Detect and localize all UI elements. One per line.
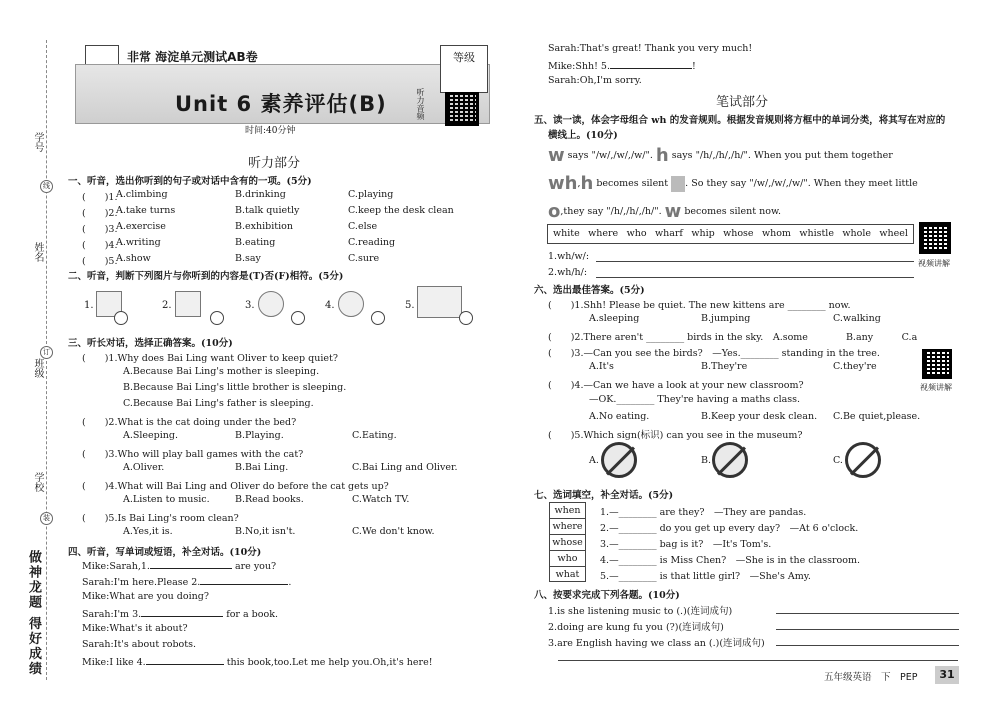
audio-qr-code[interactable] — [445, 92, 479, 126]
question: ( )5.Is Bai Ling's room clean? — [82, 513, 239, 524]
answer-line[interactable] — [776, 629, 959, 630]
footer-text: 五年级英语 下 PEP — [824, 672, 918, 683]
question: ( )2.There aren't ________ birds in the sky. A.some B.any C.a — [548, 332, 918, 343]
option: B.No,it isn't. — [235, 526, 296, 537]
answer-circle[interactable] — [210, 311, 224, 325]
rule-line-2: wh,h becomes silent . So they say "/w/,/w/,/w/". When they meet little — [548, 173, 918, 194]
exam-header — [75, 40, 490, 135]
letter-w-icon: w — [664, 201, 682, 222]
option: C.Because Bai Ling's father is sleeping. — [123, 398, 314, 409]
answer-blank[interactable] — [200, 575, 288, 585]
option: B.Read books. — [235, 494, 304, 505]
time-limit: 时间:40分钟 — [245, 126, 296, 136]
word-item: who — [626, 228, 647, 239]
binding-margin — [0, 40, 62, 690]
rule-line-3: o,they say "/h/,/h/,/h/". w becomes silent now. — [548, 201, 781, 222]
answer-line[interactable] — [776, 645, 959, 646]
option: B.eating — [235, 237, 276, 248]
answer-line[interactable] — [596, 261, 914, 262]
word-option: where — [550, 519, 585, 535]
answer-label: 2.wh/h/: — [548, 267, 588, 278]
dialogue-line: Mike:Shh! 5. ! — [548, 61, 696, 72]
option: B.exhibition — [235, 221, 293, 232]
word-item: wheel — [879, 228, 908, 239]
dialogue-line: Sarah:I'm here.Please 2. . — [82, 577, 292, 588]
question: ( )1.Why does Bai Ling want Oliver to keep quiet? — [82, 353, 338, 364]
word-item: wharf — [654, 228, 683, 239]
option: B.Keep your desk clean. — [701, 411, 818, 422]
section-2-heading: 二、听音，判断下列图片与你听到的内容是(T)否(F)相符。(5分) — [68, 271, 344, 282]
binding-circle: 订 — [40, 346, 53, 359]
page-number: 31 — [935, 666, 959, 684]
page-title: Unit 6 素养评估(B) — [175, 92, 387, 116]
picture-2 — [175, 291, 201, 317]
section-7-heading: 七、选词填空，补全对话。(5分) — [534, 490, 674, 501]
binding-circle: 装 — [40, 512, 53, 525]
picture-5 — [417, 286, 462, 318]
option: B.Because Bai Ling's little brother is sleeping. — [123, 382, 347, 393]
word-option: whose — [550, 535, 585, 551]
option: C.reading — [348, 237, 396, 248]
answer-line[interactable] — [558, 660, 958, 661]
dialogue-line: Mike:What are you doing? — [82, 591, 209, 602]
school-label: 学校 — [32, 472, 43, 492]
word-choice-box — [549, 502, 586, 582]
word-item: whom — [761, 228, 791, 239]
option: B.Bai Ling. — [235, 462, 289, 473]
qr-label: 视频讲解 — [920, 383, 952, 392]
option: C.keep the desk clean — [348, 205, 454, 216]
dialogue-line: Sarah:It's about robots. — [82, 639, 196, 650]
answer-blank[interactable] — [146, 655, 224, 665]
question: ( )5.Which sign(标识) can you see in the museum? — [548, 430, 803, 441]
letter-w-icon: w — [548, 145, 565, 166]
picture-4 — [338, 291, 364, 317]
option: C.Bai Ling and Oliver. — [352, 462, 458, 473]
no-swimming-sign-icon — [601, 442, 637, 478]
series-title: 非常 海淀单元测试AB卷 — [127, 50, 258, 64]
sign-label: A. — [589, 455, 599, 466]
option: A.exercise — [116, 221, 166, 232]
option: B.say — [235, 253, 261, 264]
section-5-heading-cont: 横线上。(10分) — [548, 130, 618, 141]
written-title: 笔试部分 — [716, 95, 769, 110]
dialogue-line: Mike:What's it about? — [82, 623, 188, 634]
question: ( )3.Who will play ball games with the cat? — [82, 449, 304, 460]
dialogue-question: 2.—________ do you get up every day? —At 6 o'clock. — [600, 523, 859, 534]
answer-blank[interactable] — [141, 607, 223, 617]
picture-number: 1. — [84, 300, 94, 311]
section-8-heading: 八、按要求完成下列各题。(10分) — [534, 590, 680, 601]
option: C.playing — [348, 189, 394, 200]
dialogue-line: Mike:Sarah,1. are you? — [82, 561, 277, 572]
dialogue-line: Sarah:That's great! Thank you very much! — [548, 43, 753, 54]
word-item: whose — [723, 228, 754, 239]
answer-circle[interactable] — [371, 311, 385, 325]
dialogue-question: 5.—________ is that little girl? —She's Amy. — [600, 571, 811, 582]
option: B.They're — [701, 361, 748, 372]
section-1-heading: 一、听音，选出你听到的句子或对话中含有的一项。(5分) — [68, 176, 312, 187]
answer-blank[interactable] — [610, 59, 692, 69]
question-part: —OK.________ They're having a maths class. — [589, 394, 801, 405]
option: B.jumping — [701, 313, 751, 324]
word-item: white — [553, 228, 580, 239]
option: C.We don't know. — [352, 526, 435, 537]
dialogue-question: 3.—________ bag is it? —It's Tom's. — [600, 539, 772, 550]
dialogue-line: Mike:I like 4. this book,too.Let me help you.Oh,it's here! — [82, 657, 433, 668]
picture-number: 2. — [162, 300, 172, 311]
option: A.show — [116, 253, 151, 264]
option: C.Eating. — [352, 430, 397, 441]
question: ( )4.What will Bai Ling and Oliver do before the cat gets up? — [82, 481, 389, 492]
sentence-task: 1.is she listening music to (.)(连词成句) — [548, 606, 733, 617]
option: B.talk quietly — [235, 205, 300, 216]
option: A.Oliver. — [123, 462, 165, 473]
qr-label: 视频讲解 — [918, 259, 950, 268]
turn-right-sign-icon — [845, 442, 881, 478]
word-item: where — [588, 228, 619, 239]
answer-line[interactable] — [596, 277, 914, 278]
option: C.Be quiet,please. — [833, 411, 921, 422]
option: A.Sleeping. — [123, 430, 179, 441]
video-qr-code[interactable] — [919, 222, 951, 254]
option: C.walking — [833, 313, 881, 324]
letter-wh-icon: wh — [548, 173, 578, 194]
option: A.writing — [116, 237, 161, 248]
option: C.they're — [833, 361, 877, 372]
picture-number: 3. — [245, 300, 255, 311]
class-label: 班级 — [32, 358, 43, 378]
word-option: when — [550, 503, 585, 519]
qr-label: 听力音频 — [416, 88, 425, 120]
no-food-sign-icon — [712, 442, 748, 478]
word-box — [547, 224, 914, 244]
listening-title: 听力部分 — [248, 156, 301, 171]
option: C.else — [348, 221, 378, 232]
question-number: ( )3. — [82, 224, 118, 235]
question-number: ( )1. — [82, 192, 118, 203]
answer-circle[interactable] — [114, 311, 128, 325]
word-item: whip — [691, 228, 715, 239]
picture-3 — [258, 291, 284, 317]
letter-sign-icon — [671, 176, 685, 192]
option: A.climbing — [116, 189, 168, 200]
word-option: what — [555, 569, 580, 580]
answer-circle[interactable] — [291, 311, 305, 325]
option: B.drinking — [235, 189, 286, 200]
dialogue-line: Sarah:I'm 3. for a book. — [82, 609, 278, 620]
question-number: ( )5. — [82, 256, 118, 267]
option: C.Watch TV. — [352, 494, 410, 505]
answer-circle[interactable] — [459, 311, 473, 325]
binding-line — [46, 40, 47, 680]
section-5-heading: 五、读一读，体会字母组合 wh 的发音规则。根据发音规则将方框中的单词分类，将其写在对应的 — [534, 115, 946, 126]
word-option: who — [550, 551, 585, 567]
option: A.It's — [589, 361, 614, 372]
question-number: ( )2. — [82, 208, 118, 219]
section-6-heading: 六、选出最佳答案。(5分) — [534, 285, 645, 296]
dialogue-question: 1.—________ are they? —They are pandas. — [600, 507, 807, 518]
question: ( )4.—Can we have a look at your new classroom? — [548, 380, 804, 391]
binding-circle: 线 — [40, 180, 53, 193]
student-id-label: 学号 — [32, 132, 43, 152]
picture-number: 4. — [325, 300, 335, 311]
answer-blank[interactable] — [150, 559, 232, 569]
option: A.sleeping — [589, 313, 640, 324]
question: ( )2.What is the cat doing under the bed? — [82, 417, 297, 428]
question: ( )1.Shh! Please be quiet. The new kittens are ________ now. — [548, 300, 851, 311]
option: B.Playing. — [235, 430, 284, 441]
dialogue-question: 4.—________ is Miss Chen? —She is in the classroom. — [600, 555, 861, 566]
letter-o-icon: o — [548, 201, 561, 222]
picture-number: 5. — [405, 300, 415, 311]
video-qr-code[interactable] — [922, 349, 952, 379]
option: A.Because Bai Ling's mother is sleeping. — [123, 366, 320, 377]
question-number: ( )4. — [82, 240, 118, 251]
word-item: whistle — [799, 228, 834, 239]
sign-label: B. — [701, 455, 712, 466]
option: A.No eating. — [589, 411, 650, 422]
letter-h-icon: h — [655, 145, 669, 166]
question: ( )3.—Can you see the birds? —Yes.________ standing in the tree. — [548, 348, 880, 359]
option: C.sure — [348, 253, 380, 264]
grade-label: 等级 — [453, 51, 475, 64]
section-3-heading: 三、听长对话，选择正确答案。(10分) — [68, 338, 233, 349]
option: A.Listen to music. — [123, 494, 210, 505]
slogan: 做神龙题 得好成绩 — [26, 550, 41, 677]
sentence-task: 3.are English having we class an (.)(连词成句) — [548, 638, 765, 649]
option: A.take turns — [116, 205, 176, 216]
name-label: 姓名 — [32, 242, 43, 262]
sentence-task: 2.doing are kung fu you (?)(连词成句) — [548, 622, 724, 633]
option: A.Yes,it is. — [123, 526, 173, 537]
letter-h-icon: h — [580, 173, 594, 194]
answer-line[interactable] — [776, 613, 959, 614]
answer-label: 1.wh/w/: — [548, 251, 590, 262]
word-item: whole — [842, 228, 871, 239]
grade-box[interactable] — [440, 45, 488, 93]
dialogue-line: Sarah:Oh,I'm sorry. — [548, 75, 642, 86]
sign-label: C. — [833, 455, 843, 466]
section-4-heading: 四、听音，写单词或短语，补全对话。(10分) — [68, 547, 262, 558]
rule-line-1: w says "/w/,/w/,/w/". h says "/h/,/h/,/h/". When you put them together — [548, 145, 893, 166]
